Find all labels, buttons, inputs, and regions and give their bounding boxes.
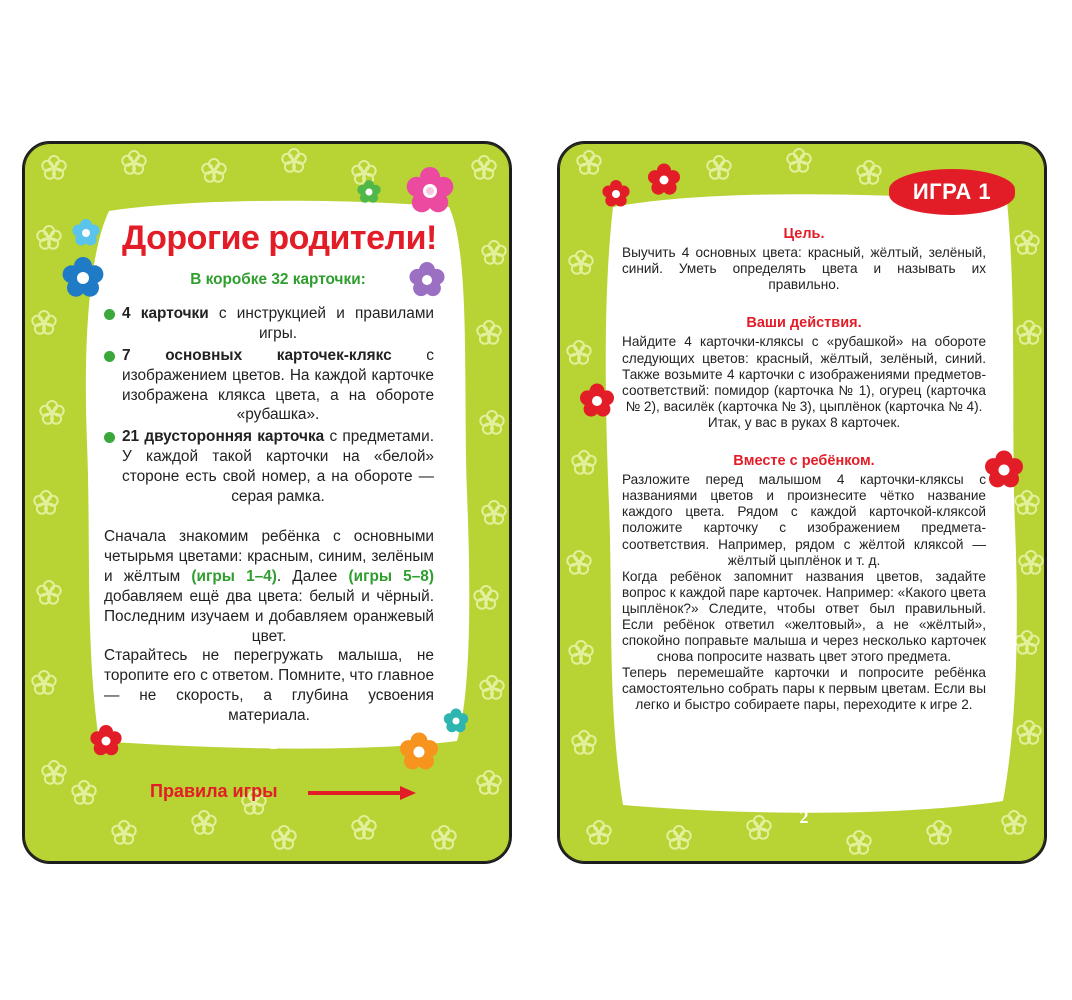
bullet-icon <box>104 309 115 320</box>
rules-label: Правила игры <box>150 781 278 801</box>
section-actions <box>622 315 986 431</box>
list-item: 21 двусторонняя карточка с предметами. У каждой такой карточки на «белой» стороне есть свой номер, а на обороте — серая рамка. <box>104 427 434 507</box>
section-heading: Цель. <box>783 226 825 242</box>
subtitle: В коробке 32 карточки: <box>190 271 366 288</box>
section-paragraph: Итак, у вас в руках 8 карточек. <box>707 414 901 430</box>
list-item: 4 карточки с инструкцией и правилами игры. <box>104 304 434 344</box>
left-text-block <box>104 270 434 726</box>
section-paragraph: Найдите 4 карточки-кляксы с «рубашкой» на обороте следующих цветов: красный, жёлтый, зелёный, синий. Также возьмите 4 карточки с изображениями предметов-соответствий: помидор (карточка № 1), огурец (карточка № 2), василёк (карточка № 3), цыплёнок (карточка № 4). <box>622 334 986 414</box>
section-together <box>622 453 986 714</box>
section-paragraph: Выучить 4 основных цвета: красный, жёлтый, зелёный, синий. Уметь определять цвета и называть их правильно. <box>622 245 986 293</box>
page-number: 2 <box>799 807 809 827</box>
section-paragraph: Когда ребёнок запомнит названия цветов, задайте вопрос к каждой паре карточек. Например: «Какого цвета цыплёнок?» Следите, чтобы ответ был правильный. Если ребёнок ответил «желтовый», а не «жёлтый», спокойно поправьте малыша и через несколько карточек снова попросите назвать цвет этого предмета. <box>622 568 986 665</box>
blue-flower-icon <box>56 251 110 305</box>
page-number: 1 <box>268 733 278 753</box>
red-flower-icon <box>86 721 126 761</box>
teal-flower-icon <box>440 705 472 737</box>
card-left <box>22 141 512 864</box>
red-flower-icon <box>979 445 1029 495</box>
contents-list <box>104 304 434 507</box>
red-flower-icon <box>599 177 633 211</box>
lightblue-flower-icon <box>68 215 104 251</box>
arrow-right-icon <box>308 785 418 801</box>
section-goal <box>622 226 986 293</box>
paragraph-intro: Сначала знакомим ребёнка с основными четырьмя цветами: красным, синим, зелёным и жёлтым (игры 1–4). Далее (игры 5–8) добавляем ещё два цвета: белый и чёрный. Последним изучаем и добавляем оранжевый цвет. <box>104 527 434 645</box>
list-item: 7 основных карточек-клякс с изображением цветов. На каждой карточке изображена клякса цвета, а на обороте «рубашка». <box>104 346 434 426</box>
section-heading: Ваши действия. <box>746 315 862 332</box>
pink-flower-icon <box>400 161 460 221</box>
section-paragraph: Разложите перед малышом 4 карточки-кляксы с названиями цветов и произнесите чётко название каждого цвета. Рядом с каждой карточкой-кляксой положите карточку с изображением предмета-соответствия. Например, рядом с жёлтой кляксой — жёлтый цыплёнок и т. д. <box>622 472 986 568</box>
game-badge: ИГРА 1 <box>889 169 1015 215</box>
orange-flower-icon <box>394 727 444 777</box>
card-right <box>557 141 1047 864</box>
green-flower-icon <box>354 177 384 207</box>
section-heading: Вместе с ребёнком. <box>733 453 875 470</box>
red-flower-icon <box>643 159 685 201</box>
purple-flower-icon <box>404 257 450 303</box>
section-paragraph: Теперь перемешайте карточки и попросите ребёнка самостоятельно собрать пары к первым цветам. Если вы легко и быстро собираете пары, переходите к игре 2. <box>622 665 986 713</box>
bullet-icon <box>104 351 115 362</box>
paragraph-advice: Старайтесь не перегружать малыша, не торопите его с ответом. Помните, что главное — не скорость, а глубина усвоения материала. <box>104 647 434 725</box>
bullet-icon <box>104 432 115 443</box>
red-flower-icon <box>575 379 619 423</box>
page-title: Дорогие родители! <box>122 219 437 257</box>
right-text-block <box>622 226 986 714</box>
